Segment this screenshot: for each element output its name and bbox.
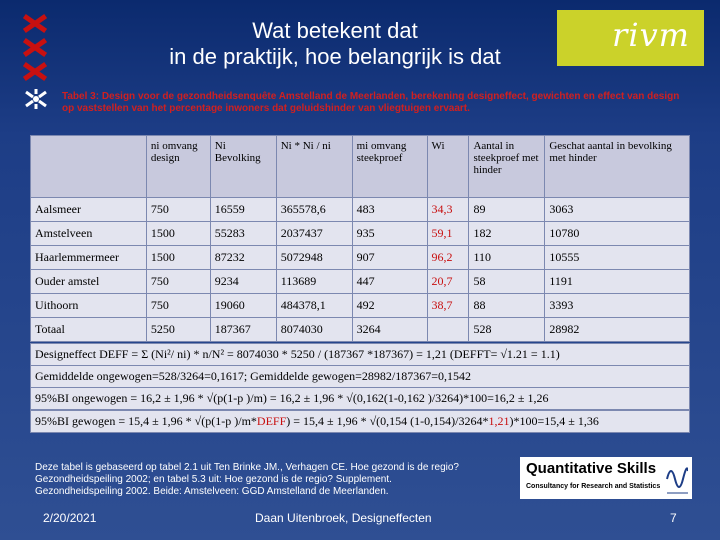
- table-cell: 3264: [352, 318, 427, 342]
- table-row: [31, 294, 690, 318]
- table-cell: 10780: [545, 222, 690, 246]
- table-cell: 20,7: [427, 270, 469, 294]
- deff-formula: Designeffect DEFF = Σ (Ni²/ ni) * n/N² = 8074030 * 5250 / (187367 *187367) = 1,21 (DEFFT= √1.21 = 1.1): [30, 343, 690, 366]
- table-cell: 365578,6: [276, 198, 352, 222]
- table-total-row: [31, 318, 690, 342]
- table-cell: 10555: [545, 246, 690, 270]
- table-row: [31, 246, 690, 270]
- wave-graph-icon: [666, 461, 688, 495]
- table-cell: 187367: [210, 318, 276, 342]
- footer-author: Daan Uitenbroek, Designeffecten: [255, 511, 432, 525]
- table-cell: 447: [352, 270, 427, 294]
- header-cell: Wi: [427, 136, 469, 198]
- table-cell: 88: [469, 294, 545, 318]
- table-cell: 907: [352, 246, 427, 270]
- title-line-1: Wat betekent dat: [252, 18, 418, 43]
- title-line-2: in de praktijk, hoe belangrijk is dat: [169, 44, 501, 69]
- table-cell: 16559: [210, 198, 276, 222]
- table-caption: Tabel 3: Design voor de gezondheidsenquête Amstelland de Meerlanden, berekening designeffect, gewichten en effect van design op vaststellen van het percentage inwoners dat geluidshinder van vliegtuigen ervaart.: [62, 91, 680, 114]
- table-row: [31, 222, 690, 246]
- table-cell: 59,1: [427, 222, 469, 246]
- flower-logo-icon: [24, 88, 48, 110]
- table-cell: Haarlemmermeer: [31, 246, 147, 270]
- table-cell: 55283: [210, 222, 276, 246]
- cross-icon: [22, 62, 48, 80]
- table-cell: 58: [469, 270, 545, 294]
- header-cell: ni omvang design: [146, 136, 210, 198]
- table-cell: 528: [469, 318, 545, 342]
- qs-logo-subtitle: Consultancy for Research and Statistics: [526, 483, 661, 490]
- table-cell: 3393: [545, 294, 690, 318]
- header-cell: Ni * Ni / ni: [276, 136, 352, 198]
- table-row: [31, 198, 690, 222]
- header-cell: Geschat aantal in bevolking met hinder: [545, 136, 690, 198]
- slide-title: [110, 18, 560, 70]
- header-cell: Ni Bevolking: [210, 136, 276, 198]
- cross-icon: [22, 14, 48, 32]
- table-cell: Uithoorn: [31, 294, 147, 318]
- table-header-row: [31, 136, 690, 198]
- table-cell: [427, 318, 469, 342]
- cross-icon: [22, 38, 48, 56]
- table-cell: 1500: [146, 222, 210, 246]
- qs-logo-name: Quantitative Skills: [526, 460, 657, 477]
- table-cell: 38,7: [427, 294, 469, 318]
- table-cell: 9234: [210, 270, 276, 294]
- table-cell: 87232: [210, 246, 276, 270]
- table-cell: 113689: [276, 270, 352, 294]
- header-cell: mi omvang steekproef: [352, 136, 427, 198]
- table-cell: 5072948: [276, 246, 352, 270]
- table-cell: 28982: [545, 318, 690, 342]
- table-cell: 750: [146, 198, 210, 222]
- table-cell: 484378,1: [276, 294, 352, 318]
- table-cell: Amstelveen: [31, 222, 147, 246]
- table-cell: 8074030: [276, 318, 352, 342]
- table-cell: 19060: [210, 294, 276, 318]
- footer-date: 2/20/2021: [43, 511, 97, 525]
- header-cell: Aantal in steekproef met hinder: [469, 136, 545, 198]
- table-cell: 96,2: [427, 246, 469, 270]
- bi-gewogen-line: 95%BI gewogen = 15,4 ± 1,96 * √(p(1-p )/m*DEFF) = 15,4 ± 1,96 * √(0,154 (1-0,154)/3264*1,21)*100=15,4 ± 1,36: [30, 410, 690, 433]
- quantitative-skills-logo: [520, 457, 692, 499]
- table-cell: 34,3: [427, 198, 469, 222]
- table-cell: 1191: [545, 270, 690, 294]
- page-number: 7: [670, 511, 677, 525]
- design-table: [30, 135, 690, 342]
- bi-ongewogen-line: 95%BI ongewogen = 16,2 ± 1,96 * √(p(1-p )/m) = 16,2 ± 1,96 * √(0,162(1-0,162 )/3264)*100=16,2 ± 1,26: [30, 387, 690, 410]
- deff-highlight: DEFF: [256, 414, 287, 428]
- table-cell: 2037437: [276, 222, 352, 246]
- table-cell: 1500: [146, 246, 210, 270]
- table-cell: 5250: [146, 318, 210, 342]
- table-cell: 483: [352, 198, 427, 222]
- rivm-logo: [557, 10, 704, 66]
- table-cell: 935: [352, 222, 427, 246]
- table-cell: 750: [146, 294, 210, 318]
- rivm-logo-text: rivm: [612, 16, 690, 54]
- source-footnote: Deze tabel is gebaseerd op tabel 2.1 uit Ten Brinke JM., Verhagen CE. Hoe gezond is de regio? Gezondheidspeiling 2002; en tabel 5.3 uit: Hoe gezond is de regio? Supplement. Gezondheidspeiling 2002. Beide: Amstelveen: GGD Amstelland de Meerlanden.: [35, 462, 459, 497]
- table-cell: 750: [146, 270, 210, 294]
- table-cell: 3063: [545, 198, 690, 222]
- table-cell: 182: [469, 222, 545, 246]
- header-cell: [31, 136, 147, 198]
- table-cell: 89: [469, 198, 545, 222]
- gemiddelde-line: Gemiddelde ongewogen=528/3264=0,1617; Gemiddelde gewogen=28982/187367=0,1542: [30, 365, 690, 388]
- table-cell: 492: [352, 294, 427, 318]
- table-cell: Ouder amstel: [31, 270, 147, 294]
- table-row: [31, 270, 690, 294]
- table-cell: 110: [469, 246, 545, 270]
- deff-value-highlight: 1,21: [488, 414, 510, 428]
- table-cell: Totaal: [31, 318, 147, 342]
- table-cell: Aalsmeer: [31, 198, 147, 222]
